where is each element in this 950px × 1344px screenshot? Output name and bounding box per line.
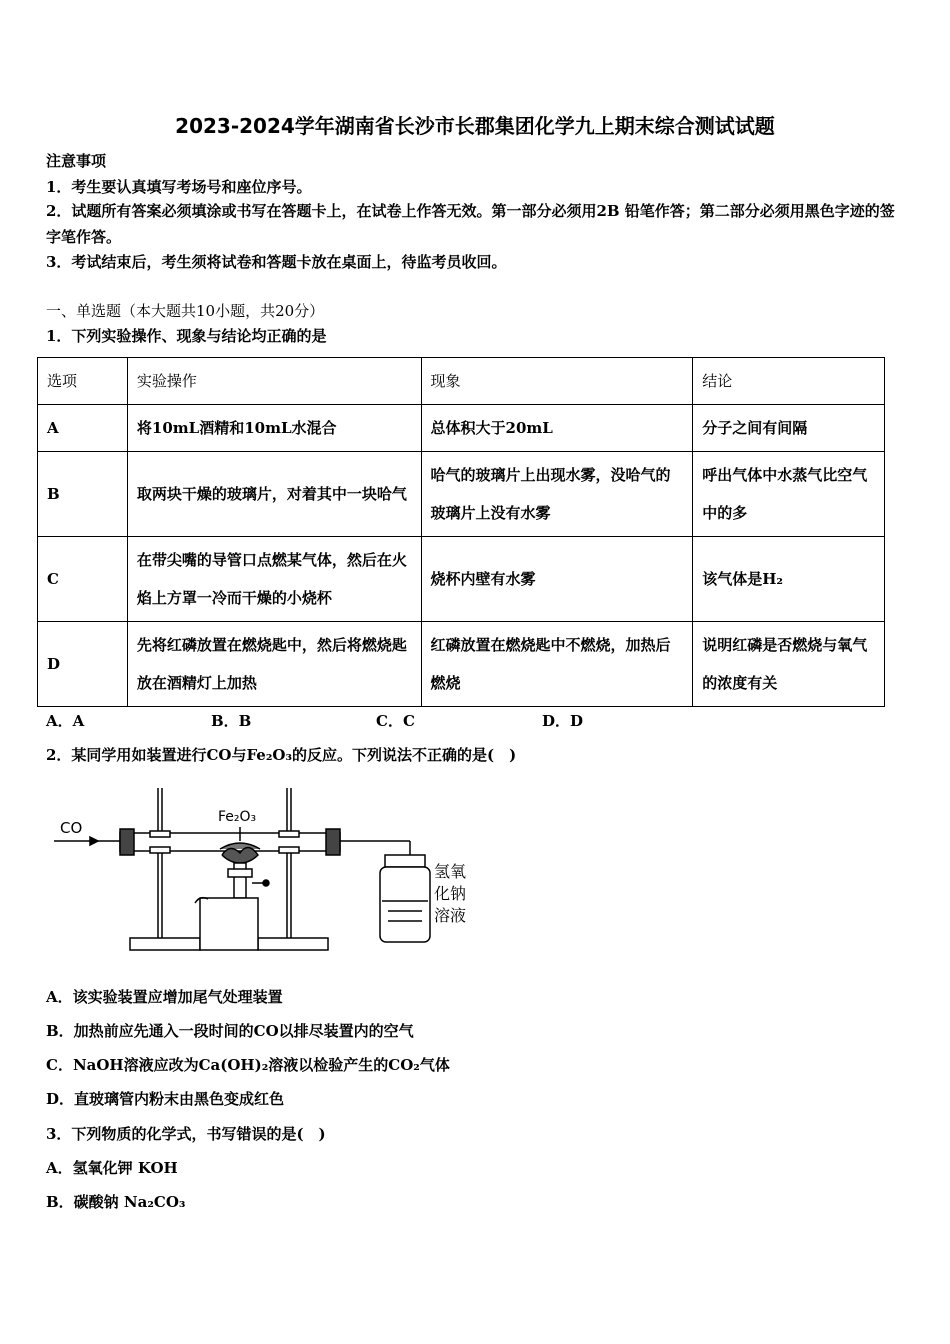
q3-stem: 3．下列物质的化学式，书写错误的是( ) (46, 1125, 326, 1143)
header-cell: 实验操作 (127, 358, 421, 405)
fe2o3-label: Fe₂O₃ (218, 809, 257, 825)
q1-table (37, 357, 885, 707)
table-row (38, 537, 885, 622)
table-cell: D (38, 622, 128, 707)
table-header-row (38, 358, 885, 405)
co-label: CO (60, 819, 83, 837)
naoh-label-line-1: 氢氧 (434, 862, 467, 881)
q2-option-a: A．该实验装置应增加尾气处理装置 (46, 988, 283, 1006)
header-cell: 现象 (421, 358, 693, 405)
table-row (38, 405, 885, 452)
q2-option-c: C．NaOH溶液应改为Ca(OH)₂溶液以检验产生的CO₂气体 (46, 1056, 450, 1074)
table-row (38, 622, 885, 707)
table-cell: 分子之间有间隔 (693, 405, 885, 452)
notice-item-2: 2．试题所有答案必须填涂或书写在答题卡上，在试卷上作答无效。第一部分必须用2B 铅笔作答；第二部分必须用黑色字迹的签字笔作答。 (46, 202, 895, 246)
naoh-label-line-3: 溶液 (434, 906, 467, 925)
table-cell: 在带尖嘴的导管口点燃某气体，然后在火焰上方罩一冷而干燥的小烧杯 (127, 537, 421, 622)
q2-option-d: D．直玻璃管内粉末由黑色变成红色 (46, 1090, 285, 1108)
q2-option-b: B．加热前应先通入一段时间的CO以排尽装置内的空气 (46, 1022, 414, 1040)
q1-option-d: D．D (542, 712, 584, 730)
notice-item-1: 1．考生要认真填写考场号和座位序号。 (46, 178, 312, 196)
table-cell: 红磷放置在燃烧匙中不燃烧，加热后燃烧 (421, 622, 693, 707)
table-cell: 总体积大于20mL (421, 405, 693, 452)
table-cell: 先将红磷放置在燃烧匙中，然后将燃烧匙放在酒精灯上加热 (127, 622, 421, 707)
q2-stem: 2．某同学用如装置进行CO与Fe₂O₃的反应。下列说法不正确的是( ) (46, 746, 517, 764)
section-heading: 一、单选题（本大题共10小题，共20分） (46, 302, 325, 320)
table-cell: 该气体是H₂ (693, 537, 885, 622)
q1-option-b: B．B (211, 712, 252, 730)
table-row (38, 452, 885, 537)
header-cell: 结论 (693, 358, 885, 405)
table-cell: 取两块干燥的玻璃片，对着其中一块哈气 (127, 452, 421, 537)
table-cell: 烧杯内壁有水雾 (421, 537, 693, 622)
header-cell: 选项 (38, 358, 128, 405)
page-title: 2023-2024学年湖南省长沙市长郡集团化学九上期末综合测试试题 (175, 114, 775, 138)
naoh-label-line-2: 化钠 (434, 884, 467, 903)
q3-option-b: B．碳酸钠 Na₂CO₃ (46, 1193, 186, 1211)
table-cell: 呼出气体中水蒸气比空气中的多 (693, 452, 885, 537)
table-cell: 将10mL酒精和10mL水混合 (127, 405, 421, 452)
q1-option-a: A．A (46, 712, 85, 730)
q3-option-a: A．氢氧化钾 KOH (46, 1159, 178, 1177)
table-cell: 说明红磷是否燃烧与氧气的浓度有关 (693, 622, 885, 707)
table-cell: C (38, 537, 128, 622)
notice-item-3: 3．考试结束后，考生须将试卷和答题卡放在桌面上，待监考员收回。 (46, 253, 507, 271)
apparatus-diagram (50, 783, 480, 955)
q1-option-c: C．C (376, 712, 415, 730)
table-cell: A (38, 405, 128, 452)
notice-heading: 注意事项 (46, 152, 107, 170)
table-cell: B (38, 452, 128, 537)
table-cell: 哈气的玻璃片上出现水雾，没哈气的玻璃片上没有水雾 (421, 452, 693, 537)
q1-stem: 1．下列实验操作、现象与结论均正确的是 (46, 327, 327, 345)
